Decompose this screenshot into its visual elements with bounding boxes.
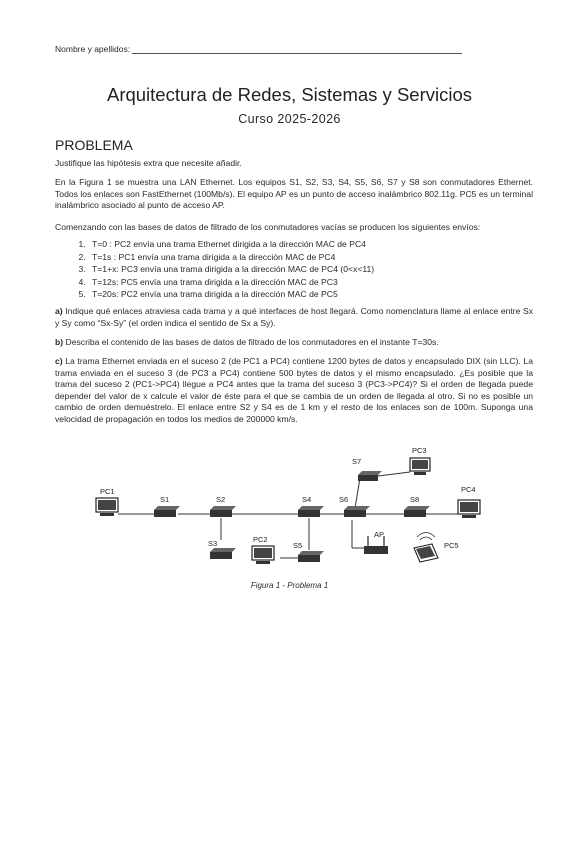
s5-label: S5 — [293, 541, 303, 550]
pc4-computer-icon — [458, 500, 480, 518]
pc2-computer-icon — [252, 546, 274, 564]
pc5-laptop-icon — [414, 533, 438, 563]
pc4-label: PC4 — [461, 485, 476, 494]
question-b — [55, 337, 533, 349]
name-label: Nombre y apellidos: — [55, 44, 131, 54]
question-a-letter: a) — [55, 306, 63, 316]
name-field — [55, 44, 462, 54]
question-b-text: Describa el contenido de las bases de datos de filtrado de los conmutadores en el instante T=30s. — [65, 337, 439, 347]
s8-label: S8 — [410, 495, 420, 504]
s4-label: S4 — [302, 495, 312, 504]
document-subtitle: Curso 2025-2026 — [238, 112, 341, 126]
pc3-label: PC3 — [412, 446, 427, 455]
document-title: Arquitectura de Redes, Sistemas y Servicios — [106, 84, 472, 105]
s2-label: S2 — [216, 495, 226, 504]
s6-label: S6 — [339, 495, 349, 504]
s5-switch-icon — [298, 551, 324, 562]
list-item: 4. T=12s: PC5 envía una trama dirigida a la dirección MAC de PC3 — [88, 276, 528, 289]
s3-switch-icon — [210, 548, 236, 559]
name-underline — [132, 44, 462, 54]
problem-heading: PROBLEMA — [55, 137, 133, 153]
question-a-text: Indique qué enlaces atraviesa cada trama y a qué interfaces de host llegará. Como nomenclatura llame al enlace entre Sx y Sy como “Sx-Sy” (el orden indica el sentido de Sx a Sy). — [55, 306, 533, 328]
pc2-label: PC2 — [253, 535, 268, 544]
list-item: 3. T=1+x: PC3 envía una trama dirigida a la dirección MAC de PC4 (0<x<11) — [88, 263, 528, 276]
question-b-letter: b) — [55, 337, 64, 347]
s2-switch-icon — [210, 506, 236, 517]
question-c — [55, 356, 533, 426]
description-paragraph: En la Figura 1 se muestra una LAN Ethernet. Los equipos S1, S2, S3, S4, S5, S6, S7 y S8 son conmutadores Ethernet. Todos los enlaces son FastEthernet (100Mb/s). El equipo AP es un punto de acceso inalámbrico 802.11g. PC5 es un terminal inalámbrico asociado al punto de acceso AP. — [55, 177, 533, 211]
s8-switch-icon — [404, 506, 430, 517]
s4-switch-icon — [298, 506, 324, 517]
s3-label: S3 — [208, 539, 218, 548]
network-diagram — [80, 440, 500, 600]
pc1-computer-icon — [96, 498, 118, 516]
list-item: 5. T=20s: PC2 envía una trama dirigida a la dirección MAC de PC5 — [88, 288, 528, 301]
list-item: 2. T=1s : PC1 envía una trama dirigida a la dirección MAC de PC4 — [88, 251, 528, 264]
list-item: 1. T=0 : PC2 envía una trama Ethernet dirigida a la dirección MAC de PC4 — [88, 238, 528, 251]
figure-caption: Figura 1 - Problema 1 — [250, 581, 329, 590]
s7-label: S7 — [352, 457, 362, 466]
question-c-letter: c) — [55, 356, 63, 366]
s1-switch-icon — [154, 506, 180, 517]
events-intro-paragraph: Comenzando con las bases de datos de filtrado de los conmutadores vacías se producen los siguientes envíos: — [55, 222, 481, 232]
intro-paragraph: Justifique las hipótesis extra que necesite añadir. — [55, 158, 242, 168]
question-c-text: La trama Ethernet enviada en el suceso 2 (de PC1 a PC4) contiene 1200 bytes de datos y encapsulado DIX (sin LLC). La trama enviada en el suceso 3 (de PC3 a PC4) contiene 500 bytes de datos y el mismo encapsulado. ¿Es posible que la trama del suceso 2 (PC1->PC4) llegue a PC4 antes que la trama del suceso 3 (PC3->PC4)? Si el orden de llegada puede depender del valor de x calcule el valor de éste para el que se cambia de un orden de llegada al otro. Si no es posible un cambio de orden demuéstrelo. El enlace entre S2 y S4 es de 1 km y el resto de los enlaces son de 100m. Suponga una velocidad de propagación en todos los medios de 200000 km/s. — [55, 356, 533, 424]
question-a — [55, 306, 533, 329]
s6-switch-icon — [344, 506, 370, 517]
pc1-label: PC1 — [100, 487, 115, 496]
events-list — [55, 238, 528, 301]
s1-label: S1 — [160, 495, 170, 504]
ap-label: AP — [374, 530, 385, 539]
pc3-computer-icon — [410, 458, 430, 475]
pc5-label: PC5 — [444, 541, 459, 550]
